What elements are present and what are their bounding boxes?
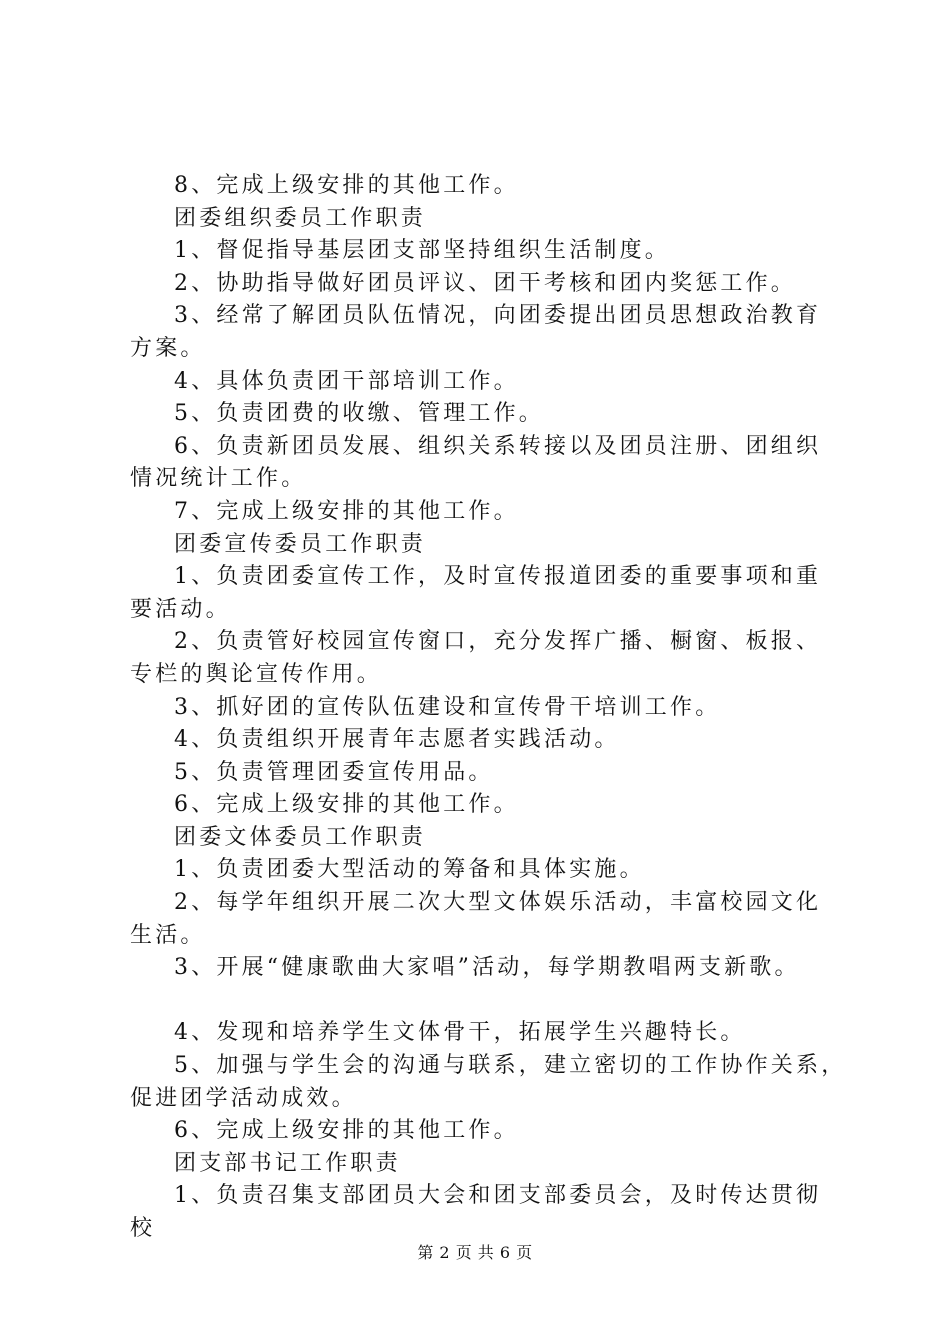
- text-line: 专栏的舆论宣传作用。: [130, 661, 383, 687]
- text-line: 情况统计工作。: [130, 466, 307, 492]
- text-line: 团委组织委员工作职责: [174, 205, 427, 231]
- text-line: 生活。: [130, 922, 206, 948]
- document-body: [130, 170, 847, 1246]
- text-line: 2、负责管好校园宣传窗口，充分发挥广播、橱窗、板报、: [174, 629, 822, 655]
- text-line: 2、每学年组织开展二次大型文体娱乐活动，丰富校园文化: [174, 890, 822, 916]
- text-line: 3、抓好团的宣传队伍建设和宣传骨干培训工作。: [174, 694, 721, 720]
- text-line: 4、具体负责团干部培训工作。: [174, 368, 519, 394]
- text-line: 要活动。: [130, 596, 231, 622]
- text-line: 校: [130, 1216, 156, 1241]
- text-line: 5、加强与学生会的沟通与联系，建立密切的工作协作关系，: [174, 1053, 847, 1079]
- text-line: 6、完成上级安排的其他工作。: [174, 792, 519, 818]
- page-footer: 第 2 页 共 6 页: [417, 1243, 533, 1262]
- text-line: 6、负责新团员发展、组织关系转接以及团员注册、团组织: [174, 433, 822, 459]
- blank-line: [130, 985, 840, 1018]
- text-line: 6、完成上级安排的其他工作。: [174, 1118, 519, 1144]
- text-line: 7、完成上级安排的其他工作。: [174, 498, 519, 524]
- text-line: 团委宣传委员工作职责: [174, 531, 427, 557]
- text-line: 方案。: [130, 335, 206, 361]
- text-line: 1、负责团委宣传工作，及时宣传报道团委的重要事项和重: [174, 564, 822, 590]
- text-line: 1、督促指导基层团支部坚持组织生活制度。: [174, 238, 670, 264]
- text-line: 1、负责团委大型活动的筹备和具体实施。: [174, 857, 645, 883]
- text-line: 3、经常了解团员队伍情况，向团委提出团员思想政治教育: [174, 303, 822, 329]
- text-line: 4、负责组织开展青年志愿者实践活动。: [174, 727, 620, 753]
- text-line: 4、发现和培养学生文体骨干，拓展学生兴趣特长。: [174, 1020, 746, 1046]
- text-line: 促进团学活动成效。: [130, 1085, 357, 1111]
- text-line: 团委文体委员工作职责: [174, 824, 427, 850]
- text-line: 5、负责团费的收缴、管理工作。: [174, 401, 544, 427]
- text-line: 8、完成上级安排的其他工作。: [174, 173, 519, 198]
- text-line: 团支部书记工作职责: [174, 1150, 401, 1176]
- text-line: 1、负责召集支部团员大会和团支部委员会，及时传达贯彻: [174, 1183, 822, 1209]
- text-line: 5、负责管理团委宣传用品。: [174, 759, 494, 785]
- text-line: 2、协助指导做好团员评议、团干考核和团内奖惩工作。: [174, 270, 796, 296]
- text-line: 3、开展“健康歌曲大家唱”活动，每学期教唱两支新歌。: [174, 955, 800, 981]
